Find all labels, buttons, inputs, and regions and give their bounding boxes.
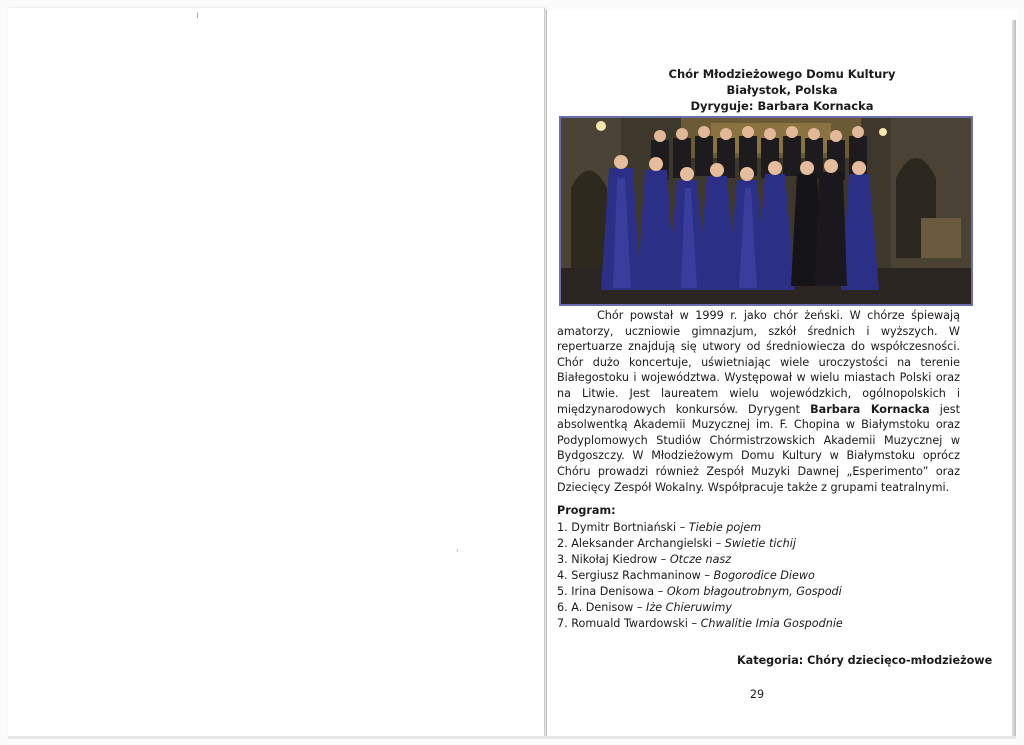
- program-composer: 1. Dymitr Bortniański –: [557, 521, 689, 534]
- program-work: Okom błagoutrobnym, Gospodi: [666, 585, 842, 598]
- program-composer: 3. Nikołaj Kiedrow –: [557, 553, 670, 566]
- category-label: Kategoria: Chóry dziecięco-młodzieżowe: [737, 654, 993, 667]
- program-item: [557, 536, 977, 552]
- conductor-name-bold: Barbara Kornacka: [810, 402, 930, 416]
- program-work: Bogorodice Diewo: [713, 569, 815, 582]
- choir-name: Chór Młodzieżowego Domu Kultury: [668, 67, 896, 81]
- program-composer: 5. Irina Denisowa –: [557, 585, 667, 598]
- program-composer: 6. A. Denisow –: [557, 601, 647, 614]
- scan-mark: ˒: [456, 546, 460, 557]
- choir-photo-illustration: [561, 118, 971, 304]
- choir-header: [547, 66, 1017, 114]
- page-bottom-edge: [8, 736, 1016, 739]
- program-title: Program:: [557, 504, 616, 517]
- program-item: [557, 552, 977, 568]
- program-work: Chwalitie Imia Gospodnie: [700, 617, 843, 630]
- choir-photo: [559, 116, 973, 306]
- left-page-blank: [8, 8, 545, 736]
- program-work: Swietie tichij: [724, 537, 796, 550]
- description-continued: jest absolwentką Akademii Muzycznej im. F. Chopina w Białymstoku oraz Podyplomowych Studiów Chórmistrzowskich Akademii Muzycznej w Bydgoszczy. W Młodzieżowym Domu Kultury w Białymstoku oprócz Chóru prowadzi również Zespół Muzyki Dawnej „Esperimento” oraz Dziecięcy Zespół Wokalny. Współpracuje także z grupami teatralnymi.: [557, 402, 960, 494]
- page-number: 29: [749, 688, 765, 701]
- program-item: [557, 520, 977, 536]
- choir-description: [557, 308, 960, 495]
- page-edge-shadow: [1012, 20, 1016, 736]
- choir-location: Białystok, Polska: [726, 83, 838, 97]
- scan-mark: ı: [196, 10, 199, 21]
- program-composer: 2. Aleksander Archangielski –: [557, 537, 725, 550]
- right-page: [546, 10, 1017, 736]
- program-work: Iże Chieruwimy: [646, 601, 733, 614]
- program-work: Otcze nasz: [669, 553, 732, 566]
- program-composer: 7. Romuald Twardowski –: [557, 617, 701, 630]
- program-work: Tiebie pojem: [688, 521, 762, 534]
- description-intro: Chór powstał w 1999 r. jako chór żeński. W chórze śpiewają amatorzy, uczniowie gimnazjum, szkół średnich i wyższych. W repertuarze znajdują się utwory od średniowiecza do współczesności. Chór dużo koncertuje, uświetniając wiele uroczystości na terenie Białegostoku i województwa. Występował w wielu miastach Polski oraz na Litwie. Jest laureatem wielu wojewódzkich, ogólnopolskich i międzynarodowych konkursów. Dyrygent: [557, 309, 960, 416]
- program-item: [557, 568, 977, 584]
- conductor-line: Dyryguje: Barbara Kornacka: [690, 99, 874, 113]
- program-item: [557, 616, 977, 632]
- program-item: [557, 584, 977, 600]
- program-list: [557, 520, 977, 632]
- program-item: [557, 600, 977, 616]
- program-composer: 4. Sergiusz Rachmaninow –: [557, 569, 714, 582]
